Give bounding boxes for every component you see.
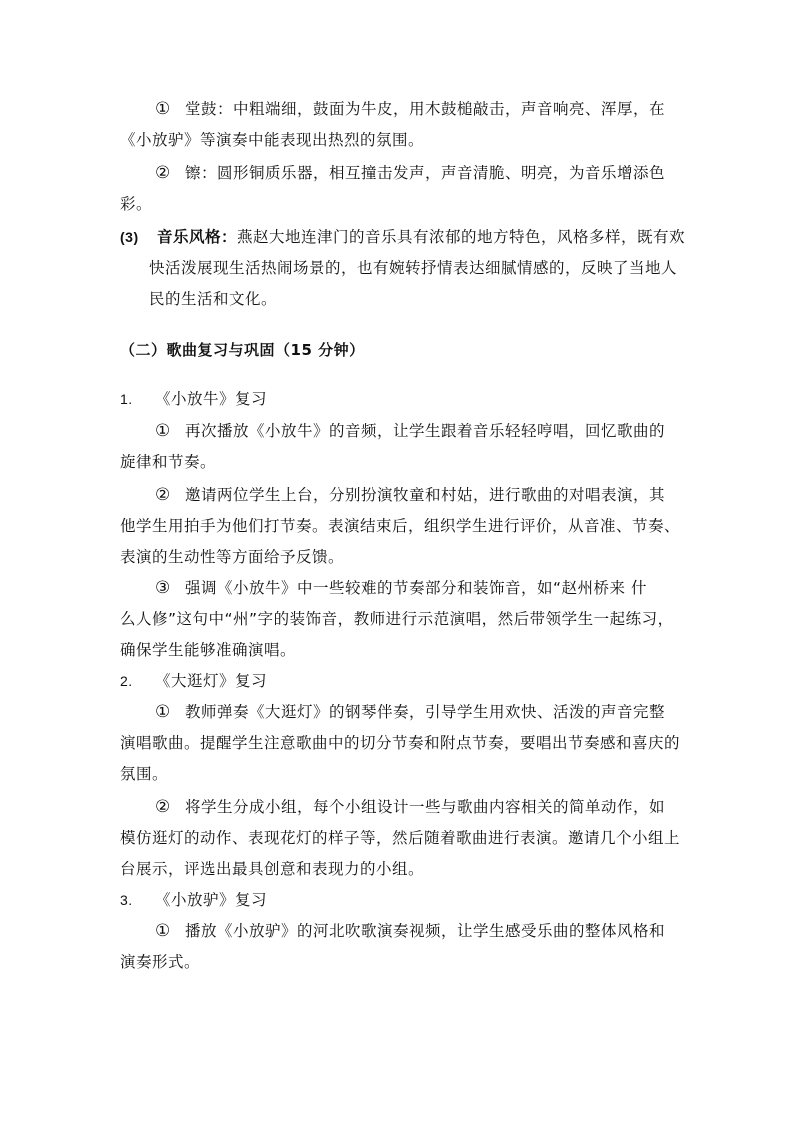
paragraph-text: 强调《小放牛》中一些较难的节奏部分和装饰音，如“赵州桥来 什 — [185, 579, 647, 597]
list-number: 2. — [120, 673, 133, 689]
list-marker: ② — [155, 797, 171, 817]
list-marker: ① — [155, 702, 171, 722]
paragraph-text: 邀请两位学生上台，分别扮演牧童和村姑，进行歌曲的对唱表演，其 — [185, 486, 666, 504]
paragraph-text: 模仿逛灯的动作、表现花灯的样子等，然后随着歌曲进行表演。邀请几个小组上 — [120, 829, 681, 847]
paragraph-music-style — [120, 222, 685, 253]
paragraph-text: 台展示，评选出最具创意和表现力的小组。 — [120, 860, 425, 878]
paragraph-text: 燕赵大地连津门的音乐具有浓郁的地方特色，风格多样，既有欢 — [237, 228, 686, 246]
song-heading — [120, 885, 267, 916]
paragraph-text: 《小放驴》等演奏中能表现出热烈的氛围。 — [120, 131, 425, 149]
paragraph-text: 镲：圆形铜质乐器，相互撞击发声，声音清脆、明亮，为音乐增添色 — [185, 164, 666, 182]
list-number: 1. — [120, 391, 133, 407]
paragraph-text: 演奏形式。 — [120, 953, 201, 971]
song-heading — [120, 384, 267, 415]
list-marker: ③ — [155, 578, 171, 598]
list-item — [155, 792, 665, 823]
paragraph-tanggu — [155, 94, 665, 125]
list-marker: ① — [155, 99, 171, 119]
list-marker: ② — [155, 485, 171, 505]
paragraph-text: 他学生用拍手为他们打节奏。表演结束后，组织学生进行评价，从音准、节奏、 — [120, 517, 681, 535]
paragraph-text: 么人修”这句中“州”字的装饰音，教师进行示范演唱，然后带领学生一起练习， — [120, 610, 674, 628]
paragraph-cha — [155, 158, 665, 189]
paragraph-text: 堂鼓：中粗端细，鼓面为牛皮，用木鼓槌敲击，声音响亮、浑厚，在 — [185, 100, 666, 118]
paragraph-text: 快活泼展现生活热闹场景的，也有婉转抒情表达细腻情感的，反映了当地人 — [149, 259, 678, 277]
paragraph-text: 表演的生动性等方面给予反馈。 — [120, 548, 345, 566]
paragraph-text: 教师弹奏《大逛灯》的钢琴伴奏，引导学生用欢快、活泼的声音完整 — [185, 703, 666, 721]
list-number: 3. — [120, 892, 133, 908]
paragraph-text: 将学生分成小组，每个小组设计一些与歌曲内容相关的简单动作，如 — [185, 798, 666, 816]
paragraph-text: 彩。 — [120, 195, 153, 213]
list-item — [155, 697, 665, 728]
song-title: 《小放驴》复习 — [155, 891, 268, 909]
list-marker: ② — [155, 163, 171, 183]
paragraph-text: 演唱歌曲。提醒学生注意歌曲中的切分节奏和附点节奏，要唱出节奏感和喜庆的 — [120, 734, 681, 752]
list-item — [155, 480, 665, 511]
list-marker: ① — [155, 421, 171, 441]
paragraph-text: 再次播放《小放牛》的音频，让学生跟着音乐轻轻哼唱，回忆歌曲的 — [185, 422, 666, 440]
song-title: 《大逛灯》复习 — [155, 672, 268, 690]
paragraph-text: 旋律和节奏。 — [120, 453, 217, 471]
list-item — [155, 916, 665, 947]
list-number: (3) — [120, 229, 139, 245]
song-title: 《小放牛》复习 — [155, 390, 268, 408]
term-colon: ： — [221, 228, 238, 246]
paragraph-text: 播放《小放驴》的河北吹歌演奏视频，让学生感受乐曲的整体风格和 — [185, 922, 666, 940]
list-marker: ① — [155, 921, 171, 941]
song-heading — [120, 666, 267, 697]
list-item — [155, 416, 665, 447]
term-label: 音乐风格 — [157, 228, 222, 246]
paragraph-text: 民的生活和文化。 — [149, 290, 278, 308]
section-heading: （二）歌曲复习与巩固（15 分钟） — [120, 341, 365, 359]
paragraph-text: 确保学生能够准确演唱。 — [120, 641, 297, 659]
paragraph-text: 氛围。 — [120, 765, 169, 783]
list-item — [155, 573, 647, 604]
